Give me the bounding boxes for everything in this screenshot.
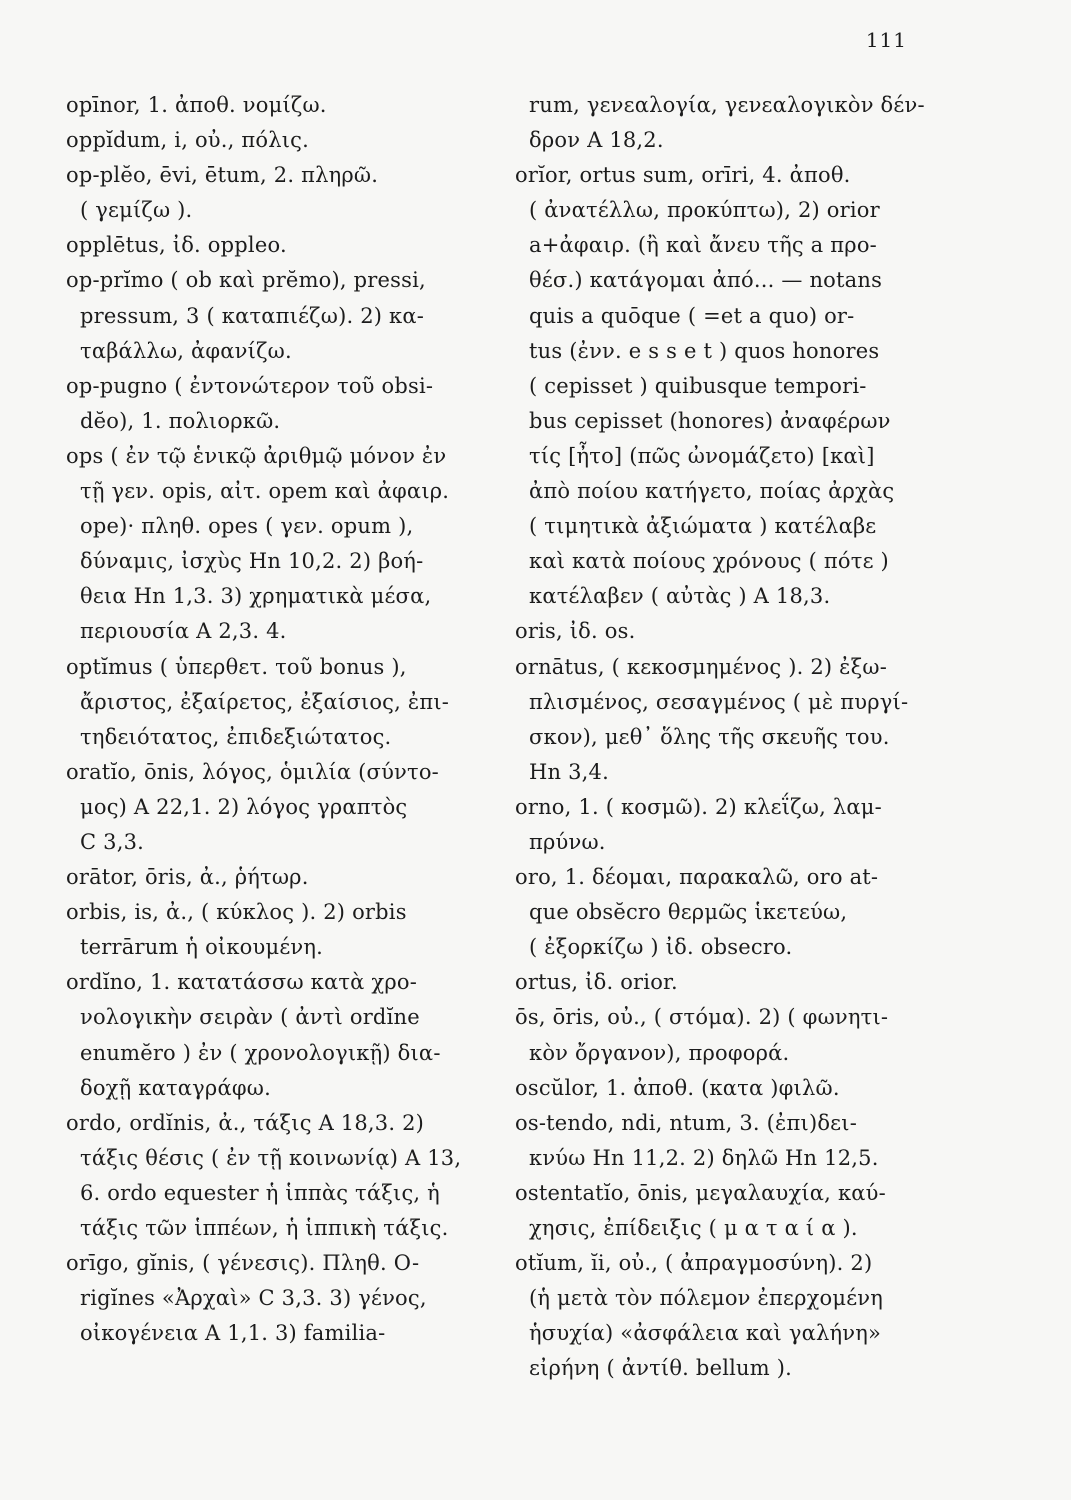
entry-line: C 3,3.	[80, 829, 145, 854]
entry-line: ostentatĭo, ōnis, μεγαλαυχία, καύ-	[515, 1180, 886, 1205]
entry-line: orīgo, gĭnis, ( γένεσις). Πληθ. O-	[66, 1251, 420, 1276]
entry-line: ταβάλλω, ἀφανίζω.	[80, 338, 292, 363]
entry-line: τίς [ἦτο] (πῶς ὠνομάζετο) [καὶ]	[529, 443, 875, 468]
entry-line: πλισμένος, σεσαγμένος ( μὲ πυργί-	[529, 689, 909, 714]
entry-line: τάξις θέσις ( ἐν τῇ κοινωνίᾳ) A 13,	[80, 1145, 462, 1170]
entry-line: a+ἀφαιρ. (ἢ καὶ ἄνευ τῆς a προ-	[529, 233, 877, 258]
entry-line: os-tendo, ndi, ntum, 3. (ἐπι)δει-	[515, 1110, 857, 1135]
entry-line: δρον A 18,2.	[529, 128, 664, 153]
entry-line: θεια Hn 1,3. 3) χρηματικὰ μέσα,	[80, 584, 432, 609]
entry-line: oro, 1. δέομαι, παρακαλῶ, oro at-	[515, 865, 879, 890]
entry-line: κατέλαβεν ( αὐτὰς ) A 18,3.	[529, 584, 831, 609]
entry-line: καὶ κατὰ ποίους χρόνους ( πότε )	[529, 549, 889, 574]
entry-line: ( ἐξορκίζω ) ἰδ. obsecro.	[529, 935, 793, 960]
entry-line: μος) A 22,1. 2) λόγος γραπτὸς	[80, 794, 408, 819]
entry-line: ōs, ōris, οὐ., ( στόμα). 2) ( φωνητι-	[515, 1005, 889, 1030]
entry-line: ortus, ἰδ. orior.	[515, 970, 678, 995]
entry-line: περιουσία A 2,3. 4.	[80, 619, 287, 644]
entry-line: ( γεμίζω ).	[80, 198, 193, 223]
entry-line: ἄριστος, ἐξαίρετος, ἐξαίσιος, ἐπι-	[80, 689, 450, 714]
entry-line: enumĕro ) ἐν ( χρονολογικῇ) δια-	[80, 1040, 441, 1065]
entry-line: ornātus, ( κεκοσμημένος ). 2) ἐξω-	[515, 654, 888, 679]
entry-line: quis a quōque ( =et a quo) or-	[529, 303, 855, 328]
entry-line: ope)· πληθ. opes ( γεν. opum ),	[80, 514, 414, 539]
entry-line: otĭum, ĭi, οὐ., ( ἀπραγμοσύνη). 2)	[515, 1251, 873, 1276]
entry-line: orbis, is, ἀ., ( κύκλος ). 2) orbis	[66, 900, 407, 925]
entry-line: orĭor, ortus sum, orīri, 4. ἀποθ.	[515, 163, 851, 188]
entry-line: χησις, ἐπίδειξις ( μ α τ α ί α ).	[529, 1216, 858, 1240]
entry-line: dĕo), 1. πολιορκῶ.	[80, 408, 281, 433]
entry-line: bus cepisset (honores) ἀναφέρων	[529, 408, 891, 433]
entry-line: ordĭno, 1. κατατάσσω κατὰ χρο-	[66, 970, 418, 995]
entry-line: τῇ γεν. opis, αἰτ. opem καὶ ἀφαιρ.	[80, 479, 450, 504]
entry-line: κνύω Hn 11,2. 2) δηλῶ Hn 12,5.	[529, 1145, 879, 1170]
entry-line: oratĭo, ōnis, λόγος, ὁμιλία (σύντο-	[66, 759, 439, 784]
entry-line: εἰρήνη ( ἀντίθ. bellum ).	[529, 1356, 793, 1381]
entry-line: que obsĕcro θερμῶς ἱκετεύω,	[529, 900, 848, 925]
entry-line: δύναμις, ἰσχὺς Hn 10,2. 2) βοή-	[80, 549, 424, 574]
entry-line: op-plĕo, ēvi, ētum, 2. πληρῶ.	[66, 163, 379, 188]
entry-line: orātor, ōris, ἀ., ῥήτωρ.	[66, 865, 309, 890]
entry-line: op-prĭmo ( ob καὶ prĕmo), pressi,	[66, 268, 426, 293]
entry-line: oppĭdum, i, οὐ., πόλις.	[66, 128, 310, 153]
entry-line: κὸν ὄργανον), προφορά.	[529, 1040, 790, 1065]
entry-line: pressum, 3 ( καταπιέζω). 2) κα-	[80, 303, 425, 328]
entry-line: οἰκογένεια A 1,1. 3) familia-	[80, 1321, 386, 1346]
entry-line: (ἡ μετὰ τὸν πόλεμον ἐπερχομένη	[529, 1286, 884, 1311]
entry-line: ops ( ἐν τῷ ἑνικῷ ἀριθμῷ μόνον ἐν	[66, 443, 447, 468]
entry-line: νολογικὴν σειρὰν ( ἀντὶ ordĭne	[80, 1005, 420, 1030]
entry-line: rum, γενεαλογία, γενεαλογικὸν δέν-	[529, 93, 925, 117]
entry-line: Hn 3,4.	[529, 759, 609, 784]
entry-line: ( τιμητικὰ ἀξιώματα ) κατέλαβε	[529, 514, 877, 539]
entry-line: oscŭlor, 1. ἀποθ. (κατα )φιλῶ.	[515, 1075, 840, 1100]
entry-line: terrārum ἡ οἰκουμένη.	[80, 935, 324, 960]
entry-line: oris, ἰδ. os.	[515, 619, 636, 644]
entry-line: δοχῇ καταγράφω.	[80, 1075, 271, 1100]
entry-line: opplētus, ἰδ. oppleo.	[66, 233, 287, 258]
entry-line: ἀπὸ ποίου κατήγετο, ποίας ἀρχὰς	[529, 479, 895, 504]
entry-line: σκον), μεθ᾽ ὅλης τῆς σκευῆς του.	[529, 724, 890, 749]
entry-line: ( ἀνατέλλω, προκύπτω), 2) orior	[529, 198, 880, 223]
page-number: 111	[865, 28, 907, 52]
right-column	[515, 88, 940, 1386]
entry-line: τηδειότατος, ἐπιδεξιώτατος.	[80, 724, 392, 749]
left-column	[66, 88, 476, 1351]
entry-line: τάξις τῶν ἱππέων, ἡ ἱππικὴ τάξις.	[80, 1216, 449, 1240]
entry-line: orno, 1. ( κοσμῶ). 2) κλεΐζω, λαμ-	[515, 794, 882, 819]
entry-line: op-pugno ( ἐντονώτερον τοῦ obsi-	[66, 373, 434, 398]
entry-line: ( cepisset ) quibusque tempori-	[529, 373, 867, 398]
entry-line: πρύνω.	[529, 829, 606, 854]
entry-line: opīnor, 1. ἀποθ. νομίζω.	[66, 93, 327, 117]
entry-line: ordo, ordĭnis, ἀ., τάξις A 18,3. 2)	[66, 1110, 425, 1135]
entry-line: θέσ.) κατάγομαι ἀπό... — notans	[529, 268, 883, 293]
entry-line: tus (ἐνν. e s s e t ) quos honores	[529, 338, 880, 363]
entry-line: optĭmus ( ὑπερθετ. τοῦ bonus ),	[66, 654, 407, 679]
entry-line: ἡσυχία) «ἀσφάλεια καὶ γαλήνη»	[529, 1321, 882, 1346]
entry-line: rigĭnes «Ἀρχαὶ» C 3,3. 3) γένος,	[80, 1286, 427, 1311]
entry-line: 6. ordo equester ἡ ἱππὰς τάξις, ἡ	[80, 1180, 440, 1205]
